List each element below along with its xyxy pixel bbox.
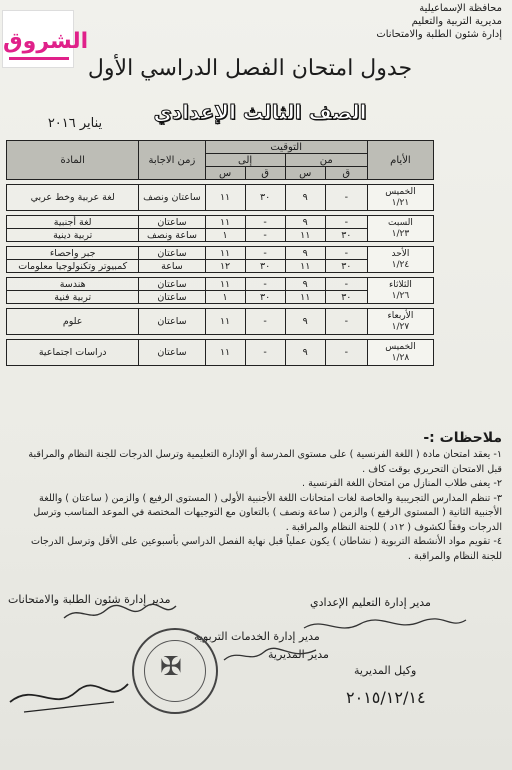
to-hour-cell: ١ <box>205 229 245 242</box>
to-hour-cell: ١٢ <box>205 260 245 273</box>
logo-brand-text: الشروق <box>3 29 89 54</box>
day-date: ١/٢٦ <box>391 290 410 301</box>
subject-cell: جبر واحصاء <box>7 247 139 260</box>
to-minute-cell: ٣٠ <box>245 185 285 211</box>
schedule-row <box>7 185 434 211</box>
schedule-row <box>7 340 434 366</box>
duration-cell: ساعتان <box>139 278 205 291</box>
duration-cell: ساعة ونصف <box>139 229 205 242</box>
to-minute-cell: - <box>245 247 285 260</box>
day-name: الخميس <box>385 186 416 197</box>
letterhead <box>282 2 502 41</box>
day-date: ١/٢٨ <box>391 352 410 363</box>
to-hour-cell: ١ <box>205 291 245 304</box>
day-cell <box>367 278 433 304</box>
from-hour-cell: ١١ <box>285 229 325 242</box>
department-line: إدارة شئون الطلبة والامتحانات <box>376 29 502 40</box>
day-date: ١/٢٣ <box>391 228 410 239</box>
subject-cell: لغة عربية وخط عربي <box>7 185 139 211</box>
grade-heading: الصف الثالث الإعدادي <box>153 100 367 124</box>
day-cell <box>367 185 433 211</box>
to-header: إلى <box>205 154 285 167</box>
day-cell <box>367 247 433 273</box>
day-name: الأحد <box>391 248 410 259</box>
day-name: الخميس <box>385 341 416 352</box>
duration-cell: ساعتان <box>139 247 205 260</box>
from-minute-cell: - <box>325 309 367 335</box>
to-minute-cell: ٣٠ <box>245 260 285 273</box>
duration-cell: ساعتان <box>139 309 205 335</box>
from-minute-cell: ٣٠ <box>325 260 367 273</box>
subject-cell: هندسة <box>7 278 139 291</box>
day-date: ١/٢٧ <box>391 321 410 332</box>
duration-cell: ساعتان ونصف <box>139 185 205 211</box>
official-seal <box>132 628 218 714</box>
day-name: الثلاثاء <box>389 279 412 290</box>
signature-prep-education: مدير إدارة التعليم الإعدادي <box>310 596 431 609</box>
from-minute-cell: ٣٠ <box>325 291 367 304</box>
subject-cell: تربية دينية <box>7 229 139 242</box>
signature-scribble <box>220 644 320 668</box>
signature-students-affairs: مدير إدارة شئون الطلبة والامتحانات <box>8 593 171 606</box>
day-date: ١/٢١ <box>391 197 410 208</box>
eagle-emblem-icon: ✠ <box>160 652 182 682</box>
duration-cell: ساعتان <box>139 291 205 304</box>
to-hour-cell: ١١ <box>205 278 245 291</box>
to-hour-cell: ١١ <box>205 340 245 366</box>
to-hour-cell: ١١ <box>205 247 245 260</box>
exam-schedule-table <box>6 140 434 366</box>
duration-header: زمن الاجابة <box>139 141 205 180</box>
from-hour-cell: ٩ <box>285 185 325 211</box>
note-item: ٤- تقويم مواد الأنشطة التربوية ( نشاطان ) يكون عملياً قبل نهاية الفصل الدراسي بأسبوعين على الأقل وترسل الدرجات للجنة النظام والمراقبة . <box>30 536 502 562</box>
duration-cell: ساعة <box>139 260 205 273</box>
from-header: من <box>285 154 367 167</box>
schedule-row <box>7 247 434 260</box>
schedule-row <box>7 309 434 335</box>
subject-cell: كمبيوتر وتكنولوجيا معلومات <box>7 260 139 273</box>
day-name: السبت <box>388 217 413 228</box>
document-title: جدول امتحان الفصل الدراسي الأول <box>87 56 413 81</box>
subject-cell: تربية فنية <box>7 291 139 304</box>
from-minute-cell: ٣٠ <box>325 229 367 242</box>
from-hour-cell: ٩ <box>285 247 325 260</box>
to-hour-cell: ١١ <box>205 309 245 335</box>
signature-deputy-director: وكيل المديرية <box>354 664 417 677</box>
day-cell <box>367 216 433 242</box>
from-minute-cell: - <box>325 278 367 291</box>
from-hour-cell: ١١ <box>285 291 325 304</box>
to-minute-cell: - <box>245 340 285 366</box>
to-minute-cell: ٣٠ <box>245 291 285 304</box>
day-cell <box>367 309 433 335</box>
to-minute-cell: - <box>245 229 285 242</box>
to-minute-header: ق <box>245 167 285 180</box>
day-date: ١/٢٤ <box>391 259 410 270</box>
from-hour-header: س <box>285 167 325 180</box>
to-minute-cell: - <box>245 216 285 229</box>
from-hour-cell: ٩ <box>285 309 325 335</box>
day-cell <box>367 340 433 366</box>
signature-scribble <box>60 600 180 626</box>
from-minute-cell: - <box>325 247 367 260</box>
to-minute-cell: - <box>245 309 285 335</box>
notes-list <box>14 448 502 564</box>
to-hour-cell: ١١ <box>205 185 245 211</box>
duration-cell: ساعتان <box>139 340 205 366</box>
subject-cell: لغة أجنبية <box>7 216 139 229</box>
schedule-row <box>7 278 434 291</box>
directorate-line: مديرية التربية والتعليم <box>411 16 502 27</box>
timing-header: التوقيت <box>205 141 367 154</box>
day-name: الأربعاء <box>387 310 414 321</box>
note-item: ١- يعقد امتحان مادة ( اللغة الفرنسية ) على مستوى المدرسة أو الإدارة التعليمية وترسل الدرجات للجنة النظام والمراقبة قبل الامتحان التحريري بوقت كاف . <box>28 449 502 475</box>
from-minute-cell: - <box>325 340 367 366</box>
to-minute-cell: - <box>245 278 285 291</box>
subject-cell: علوم <box>7 309 139 335</box>
from-hour-cell: ١١ <box>285 260 325 273</box>
duration-cell: ساعتان <box>139 216 205 229</box>
from-hour-cell: ٩ <box>285 216 325 229</box>
to-hour-cell: ١١ <box>205 216 245 229</box>
days-header: الأيام <box>367 141 433 180</box>
handwritten-date: ٢٠١٥/١٢/١٤ <box>346 688 426 707</box>
exam-month: يناير ٢٠١٦ <box>47 116 103 131</box>
schedule-row <box>7 216 434 229</box>
signature-scribble <box>4 672 134 718</box>
subject-header: المادة <box>7 141 139 180</box>
from-minute-cell: - <box>325 216 367 229</box>
signature-director: مدير المديرية <box>268 648 329 661</box>
from-hour-cell: ٩ <box>285 278 325 291</box>
to-hour-header: س <box>205 167 245 180</box>
note-item: ٣- تنظم المدارس التجريبية والخاصة لغات امتحانات اللغة الأجنبية الأولى ( المستوى الرفيع ) والزمن ( ساعتان ) واللغة الأجنبية الثانية ( المستوى الرفيع ) والزمن ( ساعة ونصف ) بالتعاون مع التوجيهات المختصة في الموعد المناسب وترسل الدرجات وفقاً لكشوف ( ١٢د ) للجنة النظام والمراقبة . <box>33 492 502 533</box>
from-minute-header: ق <box>325 167 367 180</box>
signature-scribble <box>300 614 470 638</box>
subject-cell: دراسات اجتماعية <box>7 340 139 366</box>
from-hour-cell: ٩ <box>285 340 325 366</box>
signature-educational-services: مدير إدارة الخدمات التربوية <box>194 630 320 643</box>
notes-title: ملاحظات :- <box>423 430 502 446</box>
governorate-line: محافظة الإسماعيلية <box>419 3 502 14</box>
from-minute-cell: - <box>325 185 367 211</box>
note-item: ٢- يعفى طلاب المنازل من امتحان اللغة الفرنسية . <box>301 478 502 489</box>
